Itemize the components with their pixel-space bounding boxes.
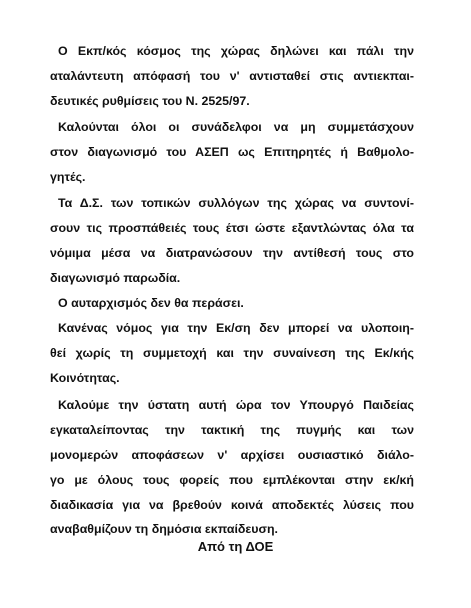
paragraph-6-line-6: αναβαθμίζουν τη δημόσια εκπαίδευση. [50,522,278,536]
paragraph-6-line-4: γο με όλους τους φορείς που εμπλέκονται στην εκ/κή [50,473,414,487]
paragraph-3-line-1: Τα Δ.Σ. των τοπικών συλλόγων της χώρας να συντονί- [58,196,414,210]
paragraph-2-line-2: στον διαγωνισμό του ΑΣΕΠ ως Επιτηρητές ή Βαθμολο- [50,145,414,159]
paragraph-3-line-3: νόμιμα μέσα να διατρανώσουν την αντίθεσή τους στο [50,246,414,260]
paragraph-3-line-4: διαγωνισμό παρωδία. [50,271,181,285]
paragraph-1-line-2: αταλάντευτη απόφασή του ν' αντισταθεί στις αντιεκπαι- [50,69,414,83]
paragraph-5-line-2: θεί χωρίς τη συμμετοχή και την συναίνεση της Εκ/κής [50,346,414,360]
paragraph-2-line-3: γητές. [50,170,86,184]
paragraph-5-line-1: Κανένας νόμος για την Εκ/ση δεν μπορεί να υλοποιη- [58,321,414,335]
paragraph-4-line-1: Ο αυταρχισμός δεν θα περάσει. [58,296,244,310]
paragraph-1-line-3: δευτικές ρυθμίσεις του Ν. 2525/97. [50,94,250,108]
signature: Από τη ΔΟΕ [197,539,274,554]
paragraph-1-line-1: Ο Εκπ/κός κόσμος της χώρας δηλώνει και πάλι την [58,44,414,58]
paragraph-5-line-3: Κοινότητας. [50,371,120,385]
paragraph-2-line-1: Καλούνται όλοι οι συνάδελφοι να μη συμμετάσχουν [58,120,414,134]
paragraph-3-line-2: σουν τις προσπάθειές τους έτσι ώστε εξαντλώντας όλα τα [50,221,414,235]
paragraph-6-line-3: μονομερών αποφάσεων ν' αρχίσει ουσιαστικό διάλο- [50,448,414,462]
paragraph-6-line-2: εγκαταλείποντας την τακτική της πυγμής και των [50,423,414,437]
paragraph-6-line-1: Καλούμε την ύστατη αυτή ώρα τον Υπουργό Παιδείας [58,398,414,412]
paragraph-6-line-5: διαδικασία για να βρεθούν κοινά αποδεκτές λύσεις που [50,498,414,512]
